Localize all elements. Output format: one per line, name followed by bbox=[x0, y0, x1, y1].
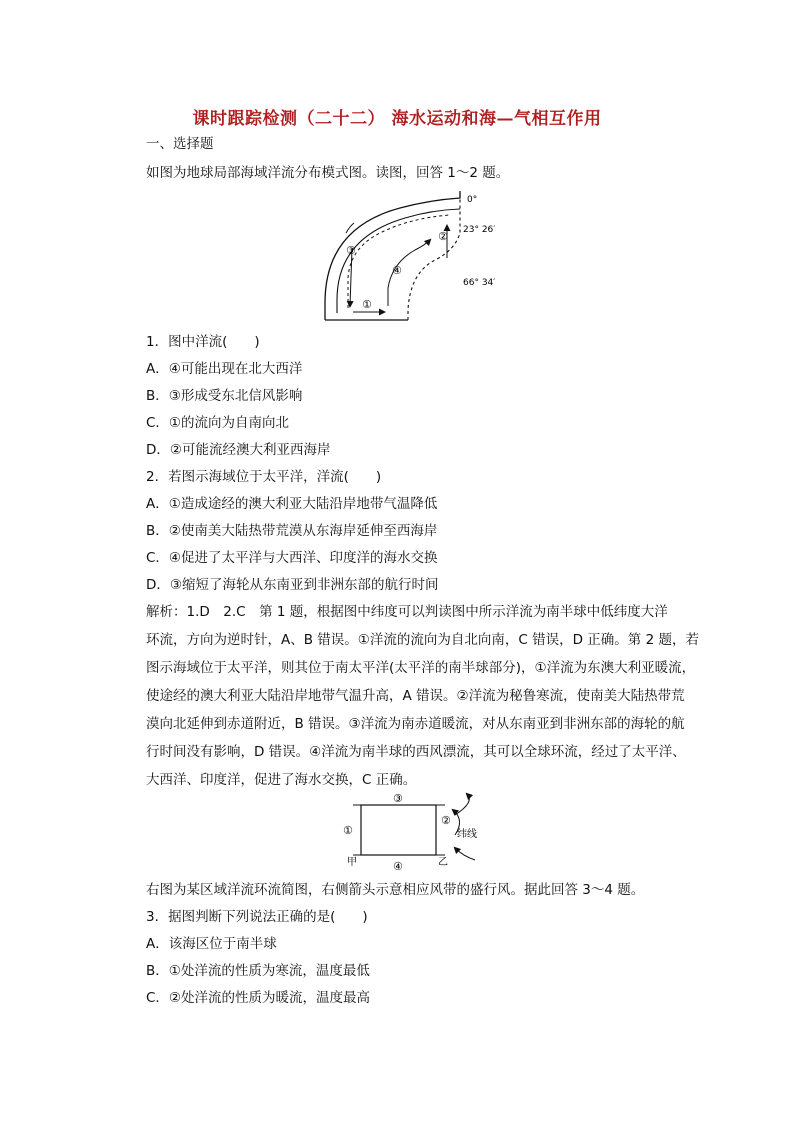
label-weixian: 纬线 bbox=[457, 829, 477, 840]
label-lat-0: 0° bbox=[467, 195, 478, 205]
q2-stem: 2．若图示海域位于太平洋，洋流( ) bbox=[146, 469, 382, 485]
q2-option-d: D．③缩短了海轮从东南亚到非洲东部的航行时间 bbox=[146, 577, 439, 593]
page-title: 课时跟踪检测（二十二） 海水运动和海—气相互作用 bbox=[192, 109, 602, 129]
analysis-line-7: 大西洋、印度洋，促进了海水交换，C 正确。 bbox=[146, 772, 417, 788]
q2-option-b: B．②使南美大陆热带荒漠从东海岸延伸至西海岸 bbox=[146, 523, 438, 539]
label-yi: 乙 bbox=[438, 857, 448, 868]
intro-2: 右图为某区域洋流环流简图，右侧箭头示意相应风带的盛行风。据此回答 3～4 题。 bbox=[146, 882, 645, 898]
analysis-line-2: 环流，方向为逆时针，A、B 错误。①洋流的流向为自北向南，C 错误，D 正确。第 2 题，若 bbox=[146, 632, 699, 648]
label-current-4: ④ bbox=[392, 264, 402, 277]
label-lat-66: 66° 34′ bbox=[463, 278, 496, 288]
q3-option-a: A．该海区位于南半球 bbox=[146, 936, 277, 952]
analysis-line-1: 解析：1.D 2.C 第 1 题，根据图中纬度可以判读图中所示洋流为南半球中低纬度大洋 bbox=[146, 604, 668, 620]
section-heading: 一、选择题 bbox=[146, 136, 214, 152]
label-box-3: ③ bbox=[393, 792, 403, 805]
analysis-line-3: 图示海域位于太平洋，则其位于南太平洋(太平洋的南半球部分)，①洋流为东澳大利亚暖流， bbox=[146, 660, 696, 676]
circulation-figure bbox=[335, 790, 495, 870]
q2-option-a: A．①造成途经的澳大利亚大陆沿岸地带气温降低 bbox=[146, 496, 438, 512]
label-current-1: ① bbox=[362, 298, 372, 311]
intro-1: 如图为地球局部海域洋流分布模式图。读图，回答 1～2 题。 bbox=[146, 165, 510, 181]
label-current-2: ② bbox=[438, 230, 448, 243]
q1-option-c: C．①的流向为自南向北 bbox=[146, 415, 290, 431]
q3-stem: 3．据图判断下列说法正确的是( ) bbox=[146, 909, 368, 925]
analysis-line-6: 行时间没有影响，D 错误。④洋流为南半球的西风漂流，其可以全球环流，经过了太平洋、 bbox=[146, 744, 686, 760]
analysis-line-5: 漠向北延伸到赤道附近，B 错误。③洋流为南赤道暖流，对从东南亚到非洲东部的海轮的航 bbox=[146, 716, 685, 732]
q1-option-d: D．②可能流经澳大利亚西海岸 bbox=[146, 442, 331, 458]
q3-option-c: C．②处洋流的性质为暖流，温度最高 bbox=[146, 990, 371, 1006]
label-current-3: ③ bbox=[346, 244, 356, 257]
q1-stem: 1．图中洋流( ) bbox=[146, 334, 260, 350]
label-lat-23: 23° 26′ bbox=[463, 225, 496, 235]
current-pattern-figure bbox=[310, 188, 510, 328]
label-jia: 甲 bbox=[347, 857, 357, 868]
label-box-4: ④ bbox=[393, 860, 403, 870]
analysis-line-4: 使途经的澳大利亚大陆沿岸地带气温升高，A 错误。②洋流为秘鲁寒流，使南美大陆热带荒 bbox=[146, 688, 685, 704]
q2-option-c: C．④促进了太平洋与大西洋、印度洋的海水交换 bbox=[146, 550, 438, 566]
q1-option-b: B．③形成受东北信风影响 bbox=[146, 388, 303, 404]
label-box-2: ② bbox=[441, 814, 451, 827]
label-box-1: ① bbox=[343, 824, 353, 837]
q1-option-a: A．④可能出现在北大西洋 bbox=[146, 361, 303, 377]
q3-option-b: B．①处洋流的性质为寒流，温度最低 bbox=[146, 963, 370, 979]
